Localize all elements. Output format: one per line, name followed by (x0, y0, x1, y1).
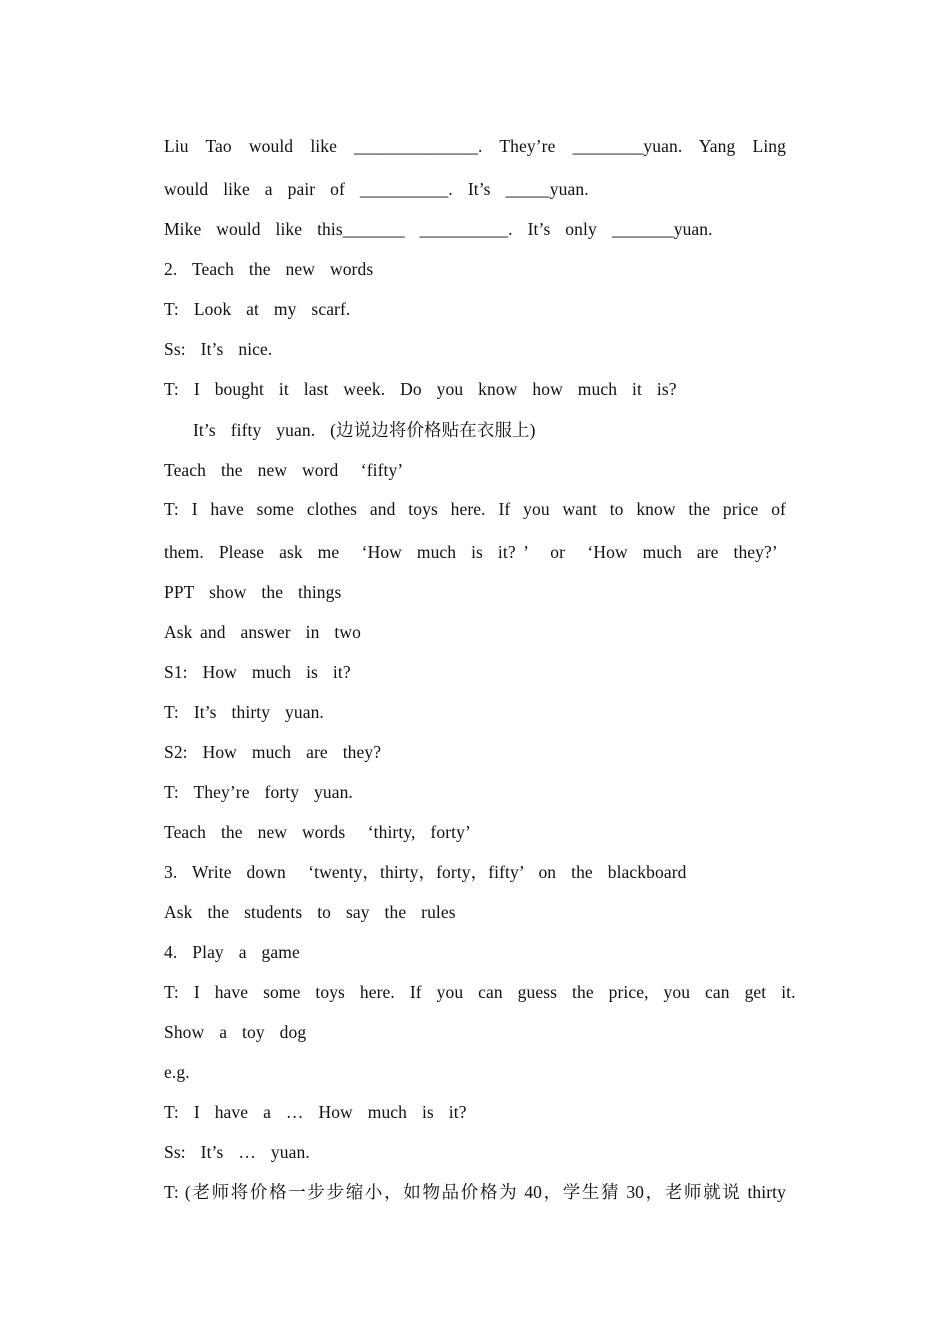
text-line: T: It’s thirty yuan. (164, 702, 324, 722)
text-line: Mike would like this_______ __________. It’s only _______yuan. (164, 219, 713, 239)
text-line: Ask the students to say the rules (164, 902, 456, 922)
text-line: S2: How much are they? (164, 742, 382, 762)
text-line: them. Please ask me ‘How much is it? ’ or ‘How much are they?’ (164, 542, 778, 562)
section-heading: 3. Write down ‘twenty，thirty，forty，fifty’ on the blackboard (164, 862, 687, 882)
text-line: Ss: It’s nice. (164, 339, 273, 359)
text-line: Ss: It’s … yuan. (164, 1142, 310, 1162)
text-line: T: They’re forty yuan. (164, 782, 353, 802)
section-heading: 4. Play a game (164, 942, 300, 962)
text-line: Show a toy dog (164, 1022, 307, 1042)
text-line: T: I have a … How much is it? (164, 1102, 467, 1122)
text-line: T: I have some clothes and toys here. If you want to know the price of (164, 499, 786, 519)
text-line: e.g. (164, 1062, 190, 1082)
text-line: PPT show the things (164, 582, 342, 602)
text-line: T: Look at my scarf. (164, 299, 351, 319)
text-line: Liu Tao would like ______________. They’re ________yuan. Yang Ling (164, 136, 786, 156)
text-line: T: I bought it last week. Do you know how much it is? (164, 379, 677, 399)
text-line: Teach the new words ‘thirty, forty’ (164, 822, 471, 842)
text-line: Ask and answer in two (164, 622, 361, 642)
text-line: T: (老师将价格一步步缩小，如物品价格为 40，学生猜 30，老师就说 thirty (164, 1182, 786, 1202)
text-line: It’s fifty yuan. (边说边将价格贴在衣服上) (193, 420, 536, 440)
text-line: would like a pair of __________. It’s _____yuan. (164, 179, 589, 199)
text-line: S1: How much is it? (164, 662, 351, 682)
text-line: T: I have some toys here. If you can guess the price, you can get it. (164, 982, 796, 1002)
text-line: Teach the new word ‘fifty’ (164, 460, 404, 480)
section-heading: 2. Teach the new words (164, 259, 374, 279)
